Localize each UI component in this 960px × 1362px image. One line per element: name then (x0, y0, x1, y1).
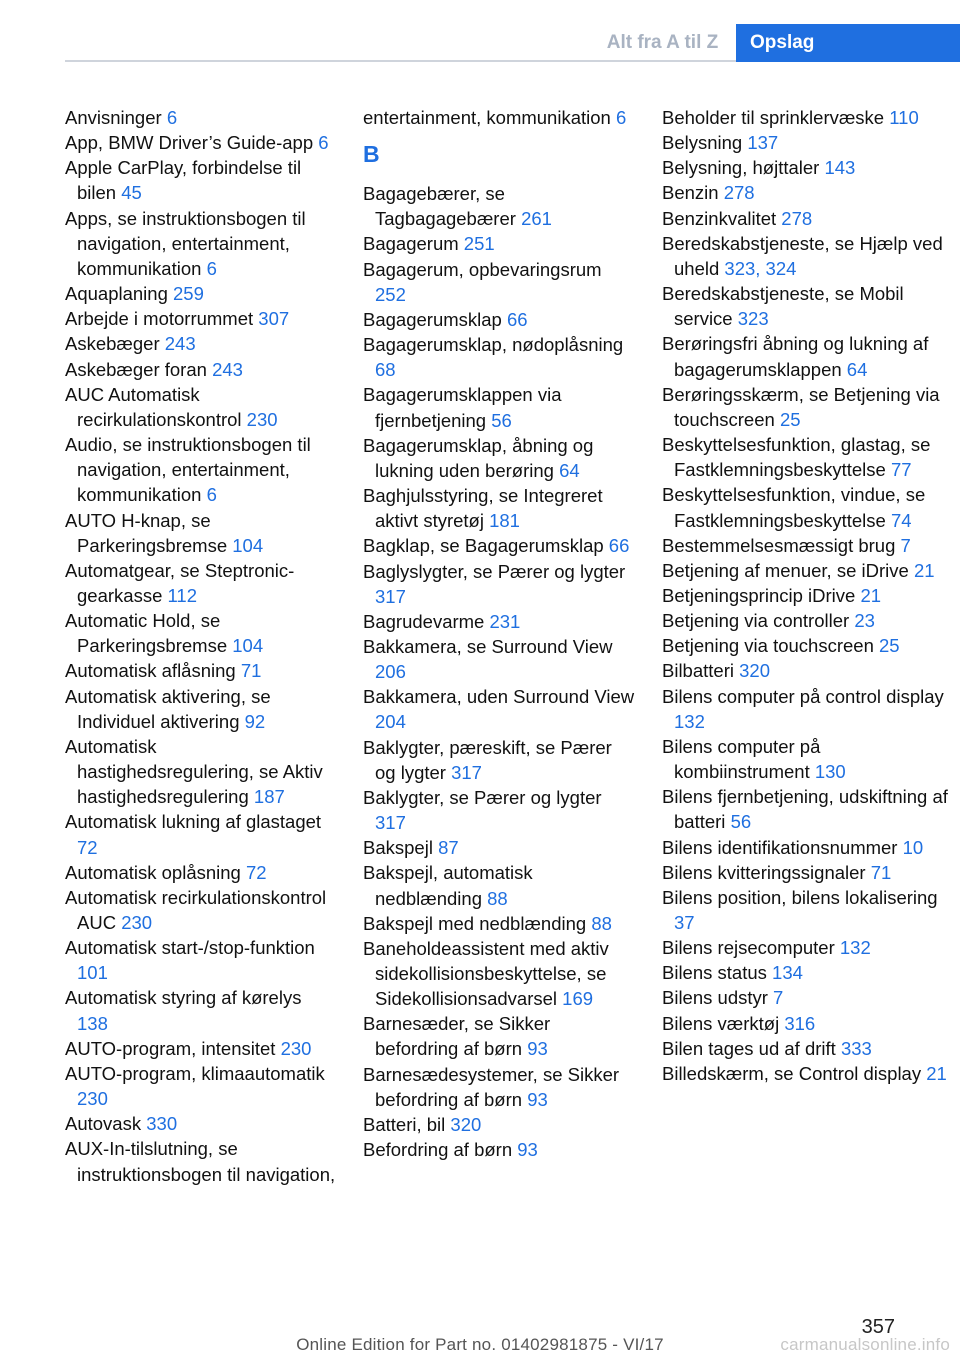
entry-page-link[interactable]: 104 (232, 635, 264, 657)
entry-text: Billedskærm, se Control display (662, 1062, 927, 1084)
index-entry (65, 382, 337, 432)
entry-page-link[interactable]: 206 (375, 661, 406, 683)
entry-text: Baghjulsstyring, se Integreret aktivt styretøj (363, 485, 603, 532)
entry-text: Automatisk hastighedsregulering, se Aktiv hastighedsregulering (65, 735, 323, 808)
entry-page-link[interactable]: 56 (730, 811, 752, 833)
index-entry (363, 1062, 635, 1112)
index-entry (65, 558, 337, 608)
index-entry (662, 960, 948, 985)
entry-text: Baneholdeassistent med aktiv sidekollisionsbeskyttelse, se Sidekollisionsadvarsel (363, 937, 609, 1010)
entry-page-link[interactable]: 278 (781, 207, 813, 229)
entry-page-link[interactable]: 132 (674, 710, 705, 732)
entry-page-link[interactable]: 230 (280, 1037, 312, 1059)
entry-page-link[interactable]: 204 (375, 711, 406, 733)
entry-page-link[interactable]: 317 (375, 585, 406, 607)
entry-page-link[interactable]: 93 (527, 1088, 548, 1110)
entry-page-link[interactable]: 112 (167, 584, 197, 606)
entry-text: Aquaplaning (65, 283, 174, 305)
index-entry (662, 734, 948, 784)
entry-text: Beskyttelsesfunktion, glastag, se Fastklemningsbeskyttelse (662, 434, 931, 481)
entry-text: Bilen tages ud af drift (662, 1037, 841, 1059)
index-entry (662, 860, 948, 885)
entry-page-link[interactable]: 64 (559, 459, 580, 481)
entry-text: Bagagebærer, se Tagbagagebærer (363, 183, 522, 230)
entry-page-link[interactable]: 88 (487, 887, 508, 909)
entry-text: Bagagerum (363, 233, 464, 255)
entry-text: Automatisk lukning af glastaget (65, 811, 322, 833)
entry-page-link[interactable]: 251 (463, 233, 495, 255)
index-entry (65, 608, 337, 658)
entry-text: Berøringsfri åbning og lukning af bagagerumsklappen (662, 333, 929, 380)
index-entry (363, 483, 635, 533)
entry-text: Bilens fjernbetjening, udskiftning af batteri (662, 786, 948, 833)
footer (0, 1335, 960, 1355)
index-column-2 (363, 105, 635, 1162)
index-entry (662, 533, 948, 558)
entry-page-link[interactable]: 88 (591, 912, 612, 934)
entry-page-link[interactable]: 21 (860, 584, 882, 606)
entry-text: Audio, se instruktionsbogen til navigation, entertainment, kommunikation (65, 434, 311, 506)
index-entry (65, 432, 337, 507)
entry-page-link[interactable]: 137 (747, 132, 779, 154)
index-entry (662, 482, 948, 532)
entry-page-link[interactable]: 64 (846, 358, 868, 380)
index-entry (363, 181, 635, 231)
entry-page-link[interactable]: 130 (814, 761, 846, 783)
entry-text: Barnesæder, se Sikker befordring af børn (363, 1013, 551, 1060)
entry-page-link[interactable]: 181 (489, 510, 520, 532)
entry-page-link[interactable]: 71 (870, 861, 892, 883)
index-entry (363, 231, 635, 256)
index-entry (363, 1137, 635, 1162)
entry-page-link[interactable]: 110 (889, 107, 919, 128)
entry-text: Bilens kvitteringssignaler (662, 861, 871, 883)
entry-page-link[interactable]: 323 (737, 308, 769, 330)
index-entry (363, 835, 635, 860)
entry-text: Askebæger (65, 333, 165, 355)
index-entry (363, 684, 635, 734)
entry-page-link[interactable]: 134 (772, 962, 803, 984)
entry-page-link[interactable]: 93 (527, 1038, 548, 1060)
entry-text: Berøringsskærm, se Betjening via touchscreen (662, 383, 940, 430)
entry-page-link[interactable]: 10 (902, 836, 924, 858)
entry-page-link[interactable]: 243 (212, 358, 243, 380)
index-entry (363, 332, 635, 382)
entry-text: AUX-In-tilslutning, se instruktionsbogen til navigation, (65, 1138, 336, 1185)
entry-page-link[interactable]: 330 (146, 1113, 178, 1135)
index-entry (662, 1011, 948, 1036)
entry-page-link[interactable]: 7 (773, 987, 784, 1009)
section-tab: Alt fra A til Z (606, 31, 719, 53)
index-entry (662, 1036, 948, 1061)
entry-page-link[interactable]: 66 (608, 535, 630, 557)
index-entry (662, 130, 948, 155)
entry-page-link[interactable]: 6 (318, 132, 329, 154)
entry-text: Baglyslygter, se Pærer og lygter (363, 560, 626, 582)
entry-page-link[interactable]: 6 (206, 257, 217, 279)
entry-text: Bakspejl (363, 837, 439, 859)
entry-text: Bakspejl med nedblænding (363, 912, 592, 934)
entry-text: Automatic Hold, se Parkeringsbremse (65, 610, 233, 657)
entry-text: Beredskabstjeneste, se Mobil service (662, 283, 904, 330)
index-entry (363, 785, 635, 835)
entry-text: Arbejde i motorrummet (65, 308, 259, 330)
entry-page-link[interactable]: 317 (375, 812, 406, 834)
index-entry (662, 105, 948, 130)
entry-page-link[interactable]: 230 (246, 408, 278, 430)
section-letter: B (363, 141, 380, 168)
index-entry (65, 1111, 337, 1136)
entry-page-link[interactable]: 77 (890, 459, 912, 481)
entry-page-link[interactable]: 316 (784, 1012, 816, 1034)
index-column-1 (65, 105, 337, 1187)
entry-text: Automatisk styring af kørelys (65, 987, 302, 1009)
index-entry (662, 608, 948, 633)
entry-text: AUTO H-knap, se Parkeringsbremse (65, 509, 233, 556)
entry-page-link[interactable]: 45 (121, 182, 142, 204)
entry-text: Betjening via controller (662, 610, 855, 632)
entry-page-link[interactable]: 21 (913, 559, 935, 581)
entry-text: Beredskabstjeneste, se Hjælp ved uheld (662, 232, 943, 279)
index-entry (363, 936, 635, 1011)
index-entry (662, 985, 948, 1010)
entry-text: Automatisk recirkulationskontrol AUC (65, 886, 327, 933)
entry-text: Anvisninger (65, 107, 167, 128)
entry-page-link[interactable]: 66 (506, 308, 528, 330)
index-entry (65, 734, 337, 809)
entry-page-link[interactable]: 68 (375, 359, 396, 381)
entry-page-link[interactable]: 230 (121, 912, 153, 933)
entry-page-link[interactable]: 23 (854, 610, 875, 632)
index-entry (65, 331, 337, 356)
entry-text: Automatgear, se Steptronic-gearkasse (65, 559, 295, 606)
index-entry (662, 281, 948, 331)
entry-page-link[interactable]: 56 (491, 409, 512, 431)
index-entry (662, 382, 948, 432)
entry-text: Automatisk aktivering, se Individuel aktivering (65, 685, 271, 732)
entry-text: Beholder til sprinklervæske (662, 107, 890, 128)
entry-page-link[interactable]: 74 (890, 509, 912, 531)
entry-text: Bilens status (662, 962, 773, 984)
entry-text: Bilens rejsecomputer (662, 937, 840, 959)
index-entry (65, 281, 337, 306)
entry-text: Bakkamera, se Surround View (363, 635, 613, 657)
entry-page-link[interactable]: 243 (164, 333, 196, 355)
index-entry (65, 860, 337, 885)
entry-text: Automatisk aflåsning (65, 660, 241, 682)
entry-text: Baklygter, pæreskift, se Pærer og lygter (363, 736, 612, 783)
entry-page-link[interactable]: 320 (739, 660, 770, 682)
entry-page-link[interactable]: 278 (723, 182, 755, 204)
entry-text: entertainment, kommunikation (363, 107, 616, 128)
entry-page-link[interactable]: 132 (839, 937, 871, 959)
entry-text: Bagagerumsklap, nødoplåsning (363, 334, 624, 356)
index-entry (662, 180, 948, 205)
index-entry (65, 885, 337, 935)
entry-page-link[interactable]: 138 (77, 1012, 108, 1034)
entry-text: Autovask (65, 1113, 147, 1135)
index-entry (65, 684, 337, 734)
entry-page-link[interactable]: 87 (438, 837, 459, 859)
entry-page-link[interactable]: 259 (173, 283, 204, 305)
index-entry (65, 105, 337, 130)
watermark-text: carmanualsonline.info (780, 1335, 950, 1354)
index-entry (363, 1112, 635, 1137)
index-entry (65, 935, 337, 985)
entry-page-link[interactable]: 261 (521, 208, 552, 230)
index-entry (363, 105, 635, 130)
entry-page-link[interactable]: 333 (840, 1037, 872, 1059)
entry-text: App, BMW Driver’s Guide-app (65, 132, 319, 154)
index-entry (662, 885, 948, 935)
index-entry (65, 1061, 337, 1111)
entry-page-link[interactable]: 72 (246, 861, 267, 883)
entry-page-link[interactable]: 169 (562, 988, 594, 1010)
entry-text: Bestemmelsesmæssigt brug (662, 534, 901, 556)
entry-text: Bilens værktøj (662, 1012, 785, 1034)
entry-page-link[interactable]: 93 (517, 1139, 538, 1161)
entry-text: Befordring af børn (363, 1139, 518, 1161)
entry-text: Bagrudevarme (363, 610, 490, 632)
index-entry (363, 533, 635, 558)
index-entry (662, 658, 948, 683)
index-entry (65, 1036, 337, 1061)
index-entry (662, 633, 948, 658)
index-entry (662, 155, 948, 180)
index-entry (363, 433, 635, 483)
entry-page-link[interactable]: 71 (240, 660, 262, 682)
index-entry (65, 508, 337, 558)
entry-text: Betjening af menuer, se iDrive (662, 559, 914, 581)
index-entry (662, 231, 948, 281)
entry-page-link[interactable]: 143 (824, 157, 856, 179)
index-entry (662, 684, 948, 734)
index-entry (662, 935, 948, 960)
entry-text: Bagagerumsklappen via fjernbetjening (363, 384, 562, 431)
index-entry (363, 382, 635, 432)
index-entry (363, 609, 635, 634)
entry-text: AUTO-program, intensitet (65, 1037, 281, 1059)
entry-page-link[interactable]: 6 (615, 107, 627, 128)
entry-text: Belysning (662, 132, 748, 154)
entry-text: Apps, se instruktionsbogen til navigation, entertainment, kommunikation (65, 207, 306, 279)
entry-text: Bagagerumsklap (363, 308, 507, 330)
entry-page-link[interactable]: 231 (489, 610, 521, 632)
entry-page-link[interactable]: 317 (451, 761, 482, 783)
entry-page-link[interactable]: 21 (926, 1062, 947, 1084)
entry-text: Beskyttelsesfunktion, vindue, se Fastklemningsbeskyttelse (662, 484, 926, 531)
index-entry (662, 1061, 948, 1086)
entry-text: Benzinkvalitet (662, 207, 782, 229)
entry-text: Bagagerum, opbevaringsrum (363, 258, 602, 280)
entry-page-link[interactable]: 187 (253, 786, 285, 808)
active-tab: Opslag (736, 24, 960, 62)
index-entry (662, 558, 948, 583)
entry-text: Betjening via touchscreen (662, 635, 879, 657)
index-column-3 (662, 105, 948, 1086)
entry-text: Bilbatteri (662, 660, 740, 682)
index-entry (363, 735, 635, 785)
index-entry (363, 307, 635, 332)
entry-text: Betjeningsprincip iDrive (662, 584, 861, 606)
entry-text: Batteri, bil (363, 1113, 451, 1135)
entry-text: Bilens computer på kombiinstrument (662, 735, 821, 783)
entry-text: Bilens udstyr (662, 987, 774, 1009)
entry-text: Bagklap, se Bagagerumsklap (363, 535, 609, 557)
index-entry (65, 658, 337, 683)
entry-text: Bakkamera, uden Surround View (363, 686, 635, 708)
index-entry (662, 835, 948, 860)
entry-page-link[interactable]: 72 (77, 836, 98, 858)
entry-page-link[interactable]: 92 (244, 710, 266, 732)
index-entry (363, 1011, 635, 1061)
entry-text: Bagagerumsklap, åbning og lukning uden berøring (363, 434, 594, 481)
entry-text: Bilens position, bilens lokalisering (662, 886, 938, 908)
entry-page-link[interactable]: 230 (77, 1088, 108, 1110)
index-entry (363, 559, 635, 609)
entry-page-link[interactable]: 104 (232, 534, 264, 556)
edition-text: Online Edition for Part no. 01402981875 - VI/17 (296, 1335, 664, 1354)
entry-page-link[interactable]: 25 (879, 635, 900, 657)
entry-page-link[interactable]: 6 (166, 107, 178, 128)
entry-text: Automatisk oplåsning (65, 861, 246, 883)
entry-text: Belysning, højttaler (662, 157, 825, 179)
index-entry (65, 357, 337, 382)
index-entry (65, 809, 337, 859)
entry-page-link[interactable]: 252 (375, 283, 406, 305)
entry-page-link[interactable]: 320 (450, 1113, 482, 1135)
entry-text: Apple CarPlay, forbindelse til bilen (65, 157, 302, 204)
entry-text: Bakspejl, automatisk nedblænding (363, 862, 533, 909)
index-entry (662, 583, 948, 608)
index-entry (65, 1136, 337, 1186)
index-entry (662, 784, 948, 834)
entry-page-link[interactable]: 307 (258, 308, 290, 330)
index-entry (662, 432, 948, 482)
index-entry (363, 634, 635, 684)
page-number: 357 (861, 1316, 895, 1338)
index-entry (65, 985, 337, 1035)
entry-page-link[interactable]: 37 (674, 912, 695, 933)
entry-text: Benzin (662, 182, 724, 204)
entry-page-link[interactable]: 6 (206, 484, 217, 506)
entry-text: Barnesædesystemer, se Sikker befordring af børn (363, 1063, 620, 1110)
index-entry (65, 306, 337, 331)
index-entry (65, 155, 337, 205)
entry-page-link[interactable]: 7 (900, 534, 911, 556)
index-entry (65, 130, 337, 155)
entry-page-link[interactable]: 101 (77, 962, 108, 984)
entry-page-link[interactable]: 323, 324 (724, 257, 797, 279)
index-entry (65, 206, 337, 281)
index-entry (363, 257, 635, 307)
index-entry (363, 911, 635, 936)
entry-text: AUC Automatisk recirkulationskontrol (65, 383, 247, 430)
entry-text: AUTO-program, klimaautomatik (65, 1062, 325, 1084)
entry-text: Askebæger foran (65, 358, 213, 380)
index-entry (363, 860, 635, 910)
entry-text: Bilens identifikationsnummer (662, 836, 903, 858)
index-entry (662, 331, 948, 381)
index-entry (662, 206, 948, 231)
entry-text: Automatisk start-/stop-funktion (65, 937, 315, 959)
entry-page-link[interactable]: 25 (779, 408, 801, 430)
entry-text: Bilens computer på control display (662, 685, 944, 707)
entry-text: Baklygter, se Pærer og lygter (363, 786, 602, 808)
